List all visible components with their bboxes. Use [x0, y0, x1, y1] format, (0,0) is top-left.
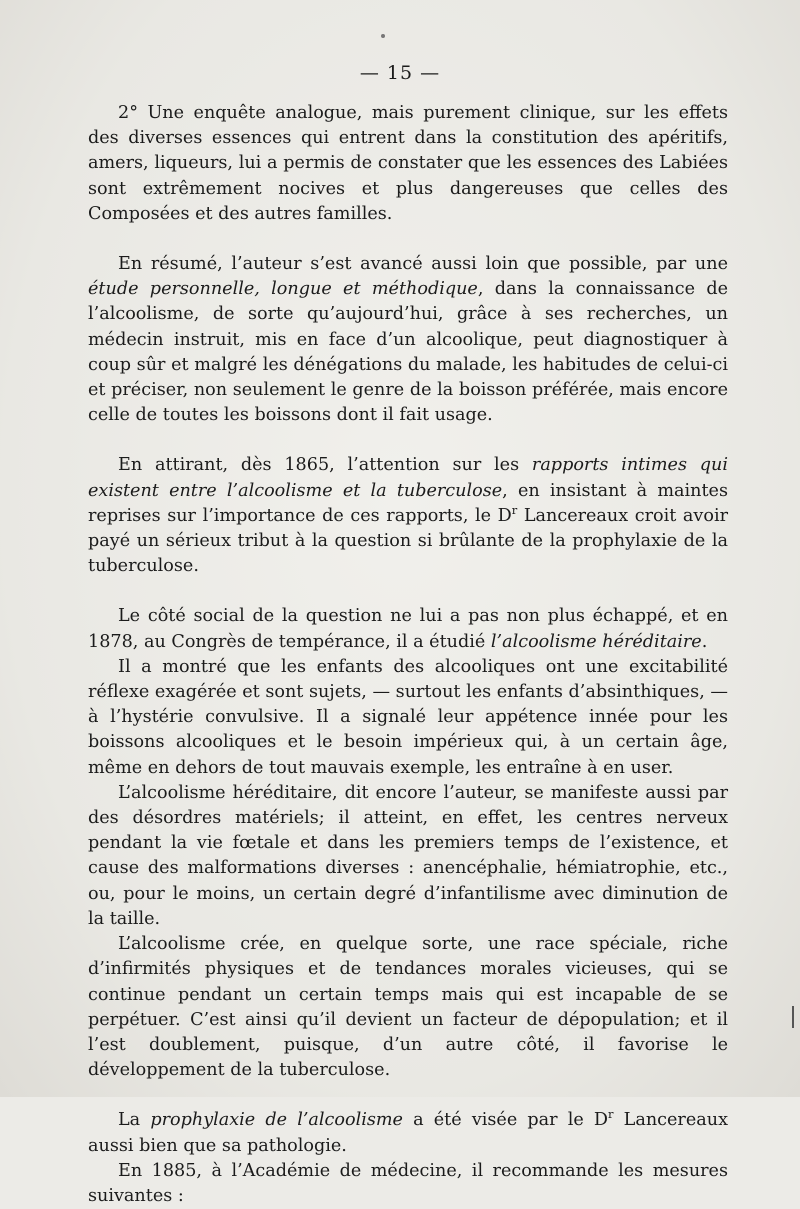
paragraph	[88, 1108, 728, 1158]
italic-text: l’alcoolisme héréditaire	[490, 631, 702, 652]
body-text	[88, 101, 728, 1209]
text-segment: Lancereaux aussi bien que sa pathologie.	[88, 1110, 728, 1156]
text-segment: Il a montré que les enfants des alcooliques ont une excitabilité réflexe exagérée et sont sujets, — surtout les enfants d’absinthiques, — à l’hystérie convulsive. Il a signalé leur appétence innée pour les boissons alcooliques et le besoin impérieux qui, à un certain âge, même en dehors de tout mauvais exemple, les entraîne à en user.	[88, 656, 728, 778]
text-segment: En attirant, dès 1865, l’attention sur les	[118, 455, 532, 476]
italic-text: étude personnelle, longue et méthodique	[88, 279, 478, 300]
text-segment: , dans la connaissance de l’alcoolisme, de sorte qu’aujourd’hui, grâce à ses recherches, un médecin instruit, mis en face d’un alcoolique, peut diagnostiquer à coup sûr et malgré les dénégations du malade, les habitudes de celui-ci et préciser, non seulement le genre de la boisson préférée, mais encore celle de toutes les boissons dont il fait usage.	[88, 279, 728, 426]
paragraph	[88, 655, 728, 781]
text-segment: .	[701, 631, 708, 652]
text-segment: 2° Une enquête analogue, mais purement clinique, sur les effets des diverses essences qui entrent dans la constitution des apéritifs, amers, liqueurs, lui a permis de constater que les essences des Labiées sont extrêmement nocives et plus dangereuses que celles des Composées et des autres familles.	[88, 103, 728, 224]
italic-text: prophylaxie de l’alcoolisme	[150, 1110, 403, 1131]
page-edge-mark	[792, 1006, 794, 1028]
paragraph	[88, 1159, 728, 1209]
text-segment: Lancereaux croit avoir payé un sérieux tribut à la question si brûlante de la prophylaxie de la tuberculose.	[88, 505, 728, 577]
text-segment: En 1885, à l’Académie de médecine, il recommande les mesures suivantes :	[88, 1160, 728, 1206]
text-segment: Le côté social de la question ne lui a pas non plus échappé, et en 1878, au Congrès de tempérance, il a étudié	[88, 606, 728, 652]
paragraph	[88, 781, 728, 932]
paragraph	[88, 453, 728, 579]
text-segment: L’alcoolisme héréditaire, dit encore l’auteur, se manifeste aussi par des désordres matériels; il atteint, en effet, les centres nerveux pendant la vie fœtale et dans les premiers temps de l’existence, et cause des malformations diverses : anencéphalie, hémiatrophie, etc., ou, pour le moins, un certain degré d’infantilisme avec diminution de la taille.	[88, 782, 728, 929]
text-segment: En résumé, l’auteur s’est avancé aussi loin que possible, par une	[118, 254, 728, 275]
text-segment: , en insistant à maintes reprises sur l’importance de ces rapports, le D	[88, 480, 728, 526]
paragraph	[88, 101, 728, 227]
paragraph	[88, 252, 728, 428]
paragraph	[88, 604, 728, 654]
text-segment: a été visée par le D	[402, 1110, 609, 1131]
superscript: r	[608, 1107, 614, 1122]
superscript: r	[511, 502, 518, 517]
paragraph	[88, 932, 728, 1083]
ink-speck	[381, 34, 385, 38]
text-segment: La	[118, 1110, 151, 1131]
italic-text: rapports intimes qui existent entre l’alcoolisme et la tuberculose	[88, 455, 728, 501]
text-segment: L’alcoolisme crée, en quelque sorte, une race spéciale, riche d’infirmités physiques et de tendances morales vicieuses, qui se continue pendant un certain temps mais qui est incapable de se perpétuer. C’est ainsi qu’il devient un facteur de dépopulation; et il l’est doublement, puisque, d’un autre côté, il favorise le développement de la tuberculose.	[88, 934, 728, 1081]
page-number: — 15 —	[359, 62, 441, 84]
